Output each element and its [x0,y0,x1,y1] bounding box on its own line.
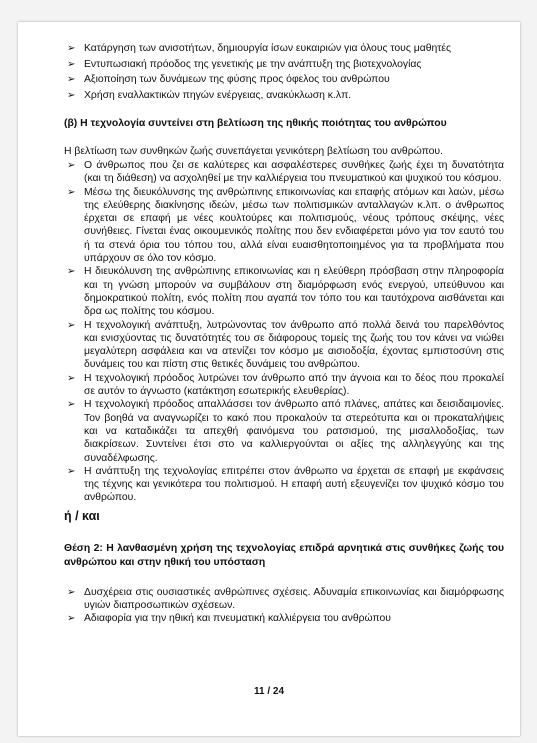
arrow-bullet-icon: ➢ [67,74,76,85]
list-item-text: Εντυπωσιακή πρόοδος της γενετικής με την ανάπτυξη της βιοτεχνολογίας [84,58,422,70]
list-item-text: Δυσχέρεια στις ουσιαστικές ανθρώπινες σχέσεις. Αδυναμία επικοινωνίας και διαμόρφωσης υγιών διαπροσωπικών σχέσεων. [84,586,504,612]
section-b-heading: (β) Η τεχνολογία συντείνει στη βελτίωση της ηθικής ποιότητας του ανθρώπου [64,118,447,129]
list-item [64,72,504,88]
arrow-bullet-icon: ➢ [67,58,76,70]
list-item [64,186,504,266]
list-item [64,319,504,372]
arrow-bullet-icon: ➢ [67,186,76,198]
list-item [64,159,504,186]
list-item-text: Ο άνθρωπος που ζει σε καλύτερες και ασφαλέστερες συνθήκες ζωής έχει τη δυνατότητα (και τη διάθεση) να ασχοληθεί με την καλλιέργεια του πνευματικού και ψυχικού του κόσμου. [84,160,504,185]
list-item-text: Η ανάπτυξη της τεχνολογίας επιτρέπει στον άνθρωπο να έρχεται σε επαφή με εκφάνσεις της τέχνης και γενικότερα του πολιτισμού. Η επαφή αυτή εξευγενίζει τον ψυχικό κόσμο του ανθρώπου. [84,465,504,504]
list-item [64,586,504,613]
page-content [64,41,504,626]
list-item-text: Μέσω της διευκόλυνσης της ανθρώπινης επικοινωνίας και επαφής ατόμων και λαών, μέσω της ελεύθερης διακίνησης ιδεών, μέσω των πολιτισμικών ανταλλαγών κ.λπ. ο άνθρωπος έρχεται σε επαφή με νέες κουλτούρες και πολιτισμούς, νέους τρόπους σκέψης, νέες συνήθειες. Γίνεται ένας οικουμενικός πολίτης που δεν ενδιαφέρεται μόνο για τον εαυτό του ή τα στενά όρια του τόπου του, αλλά είναι ευαισθητοποιημένος για τα προβλήματα που υπάρχουν σε όλο τον κόσμο. [84,186,504,265]
arrow-bullet-icon: ➢ [67,372,76,384]
arrow-bullet-icon: ➢ [67,613,76,625]
list-item [64,57,504,73]
arrow-bullet-icon: ➢ [67,465,76,477]
list-item [64,465,504,505]
arrow-bullet-icon: ➢ [67,399,76,411]
thesis-2-bullet-list [64,586,504,626]
list-item [64,372,504,399]
arrow-bullet-icon: ➢ [67,319,76,331]
list-item [64,612,504,625]
list-item-text: Η τεχνολογική πρόοδος απαλλάσσει τον άνθρωπο από πλάνες, απάτες και δεισιδαιμονίες. Τον βοηθά να αναγνωρίζει το κακό που προκαλούν τα στερεότυπα και οι προκαταλήψεις και να καταδικάζει τα απεχθή φαινόμενα του ρατσισμού, της μισαλλοδοξίας, των διακρίσεων. Συντείνει έτσι στο να καλλιεργούνται οι αξίες της αλληλεγγύης και της συναδέλφωσης. [84,399,504,464]
document-page [18,22,520,736]
arrow-bullet-icon: ➢ [67,586,76,598]
page-number: 11 / 24 [253,686,285,697]
arrow-bullet-icon: ➢ [67,43,76,54]
thesis-2-heading: Θέση 2: Η λανθασμένη χρήση της τεχνολογίας επιδρά αρνητικά στις συνθήκες ζωής του ανθρώπου και στην ηθική του υπόσταση [64,542,504,568]
list-item-text: Η τεχνολογική πρόοδος λυτρώνει τον άνθρωπο από την άγνοια και το δέος που προκαλεί σε αυτόν το άγνωστο (κατάκτηση εσωτερικής ελευθερίας). [84,372,504,398]
list-item-text: Χρήση εναλλακτικών πηγών ενέργειας, ανακύκλωση κ.λπ. [84,89,352,101]
list-item [64,41,504,57]
top-bullet-list [64,41,504,103]
arrow-bullet-icon: ➢ [67,89,76,101]
list-item-text: Αξιοποίηση των δυνάμεων της φύσης προς όφελος του ανθρώπου [84,74,390,85]
section-b-bullet-list [64,159,504,505]
list-item [64,88,504,104]
list-item-text: Η διευκόλυνση της ανθρώπινης επικοινωνίας και η ελεύθερη πρόσβαση στην πληροφορία και τη γνώση μπορούν να συμβάλουν στη διαμόρφωση ενός ενεργού, υπεύθυνου και δημοκρατικού πολίτη, ενός πολίτη που αγαπά τον τόπο του και ταυτόχρονα αισθάνεται και δρα ως πολίτης του κόσμου. [84,266,504,318]
intro-paragraph: Η βελτίωση των συνθηκών ζωής συνεπάγεται γενικότερη βελτίωση του ανθρώπου. [64,146,443,157]
arrow-bullet-icon: ➢ [67,160,76,171]
separator-text: ή / και [64,508,100,523]
list-item-text: Κατάργηση των ανισοτήτων, δημιουργία ίσων ευκαιριών για όλους τους μαθητές [84,43,452,54]
list-item-text: Η τεχνολογική ανάπτυξη, λυτρώνοντας τον άνθρωπο από πολλά δεινά του παρελθόντος και ενισχύοντας τις δυνατότητές του σε διάφορους τομείς της ζωής του τον κάνει να νιώθει μεγαλύτερη ασφάλεια και να ατενίζει τον κόσμο με αισιοδοξία, έχοντας εμπιστοσύνη στις δυνάμεις του και πίστη στις θετικές δυνάμεις του ανθρώπου. [84,319,504,371]
list-item-text: Αδιαφορία για την ηθική και πνευματική καλλιέργεια του ανθρώπου [84,613,391,625]
list-item [64,265,504,318]
list-item [64,398,504,464]
arrow-bullet-icon: ➢ [67,266,76,278]
